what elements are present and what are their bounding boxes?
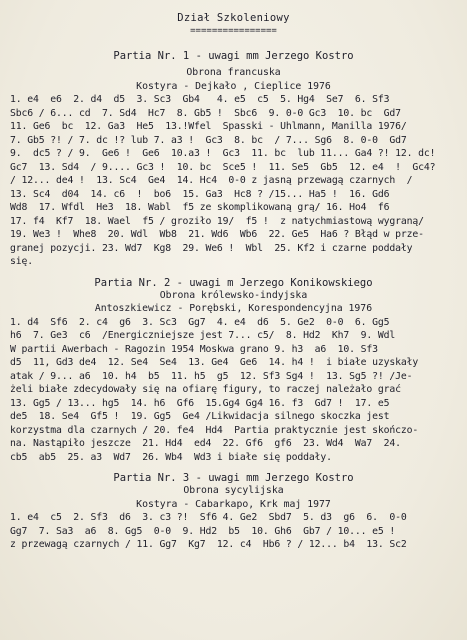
game-1-moves [10,93,457,269]
move-line: Wd8 17. Wfdl He3 18. Wabl f5 ze skomplikowaną grą/ 16. Ho4 f6 [10,202,390,213]
move-line: żeli białe zdecydowały się na ofiarę figury, to raczej należało grać [10,384,401,395]
move-line: 7. Gb5 ?! / 7. dc !? lub 7. a3 ! Gc3 8. bc / 7... Sg6 8. 0-0 Gd7 [10,134,407,146]
section-title: Dział Szkoleniowy [177,12,290,24]
move-line: Sbc6 / 6... cd 7. Sd4 Hc7 8. Gb5 ! Sbc6 9. 0-0 Gc3 10. bc Gd7 [10,107,401,119]
move-line: na. Nastąpiło jeszcze 21. Hd4 ed4 22. Gf6 gf6 23. Wd4 Wa7 24. [10,438,401,449]
move-line: korzystma dla czarnych / 20. fe4 Hd4 Partia praktycznie jest skończo- [10,424,419,436]
move-line: Gc7 13. Sd4 / 9.... Gc3 ! 10. bc Sce5 ! 11. Se5 Gb5 12. e4 ! Gc4? [10,161,436,173]
move-line: W partii Awerbach - Ragozin 1954 Moskwa grano 9. h3 a6 10. Sf3 [10,343,378,355]
title-underline: ================ [190,26,277,36]
game-2-opening: Obrona królewsko-indyjska [159,289,308,301]
game-1-players: Kostyra - Dejkało , Cieplice 1976 [136,80,331,92]
move-line: Gg7 7. Sa3 a6 8. Gg5 0-0 9. Hd2 b5 10. Gh6 Gb7 / 10... e5 ! [10,525,396,537]
move-line: de5 18. Se4 Gf5 ! 19. Gg5 Ge4 /Likwidacja silnego skoczka jest [10,411,390,422]
move-line: granej pozycji. 23. Wd7 Kg8 29. We6 ! Wbl 25. Kf2 i czarne poddały [10,242,413,254]
game-3-opening: Obrona sycylijska [183,485,284,496]
move-line: się. [10,256,33,267]
move-line: atak / 9... a6 10. h4 b5 11. h5 g5 12. Sf3 Sg4 ! 13. Sg5 ?! /Je- [10,370,413,382]
game-2-moves [10,316,457,465]
move-line: d5 11, Gd3 de4 12. Se4 Se4 13. Ge4 Ge6 14. h4 ! i białe uzyskały [10,357,419,368]
move-line: 19. We3 ! Whe8 20. Wdl Wb8 21. Wd6 Wb6 22. Ge5 Ha6 ? Błąd w prze- [10,229,424,240]
move-line: 1. e4 c5 2. Sf3 d6 3. c3 ?! Sf6 4. Ge2 Sbd7 5. d3 g6 6. 0-0 [10,512,407,523]
game-1-title: Partia Nr. 1 - uwagi mm Jerzego Kostro [113,50,354,62]
move-line: 9. dc5 ? / 9. Ge6 ! Ge6 10.a3 ! Gc3 11. bc lub 11... Ga4 ?! 12. dc! [10,148,436,159]
move-line: 1. d4 Sf6 2. c4 g6 3. Sc3 Gg7 4. e4 d6 5. Ge2 0-0 6. Gg5 [10,316,390,328]
game-3-moves [10,511,457,552]
move-line: h6 7. Ge3 c6 /Energiczniejsze jest 7... c5/ 8. Hd2 Kh7 9. Wdl [10,330,396,341]
move-line: z przewagą czarnych / 11. Gg7 Kg7 12. c4 Hb6 ? / 12... b4 13. Sc2 [10,539,407,550]
move-line: 11. Ge6 bc 12. Ga3 He5 13.!Wfel Spasski - Uhlmann, Manilla 1976/ [10,121,407,132]
game-2-title: Partia Nr. 2 - uwagi m Jerzego Konikowskiego [94,276,373,289]
move-line: 17. f4 Kf7 18. Wael f5 / groziło 19/ f5 ! z natychmiastową wygraną/ [10,215,424,227]
move-line: cb5 ab5 25. a3 Wd7 26. Wb4 Wd3 i białe się poddały. [10,451,332,463]
game-2-players: Antoszkiewicz - Porębski, Korespondencyjna 1976 [94,303,373,314]
game-3-players: Kostyra - Cabarkapo, Krk maj 1977 [136,498,331,510]
move-line: 1. e4 e6 2. d4 d5 3. Sc3 Gb4 4. e5 c5 5. Hg4 Se7 6. Sf3 [10,94,390,105]
move-line: 13. Gg5 / 13... hg5 14. h6 Gf6 15.Gg4 Gg4 16. f3 Gd7 ! 17. e5 [10,397,390,409]
game-3-title: Partia Nr. 3 - uwagi mm Jerzego Kostro [113,472,354,484]
move-line: 13. Sc4 d04 14. c6 ! bo6 15. Ga3 Hc8 ? /15... Ha5 ! 16. Gd6 [10,188,390,200]
move-line: / 12... de4 ! 13. Sc4 Ge4 14. Hc4 0-0 z jasną przewagą czarnych / [10,175,413,186]
game-1-opening: Obrona francuska [186,67,281,78]
